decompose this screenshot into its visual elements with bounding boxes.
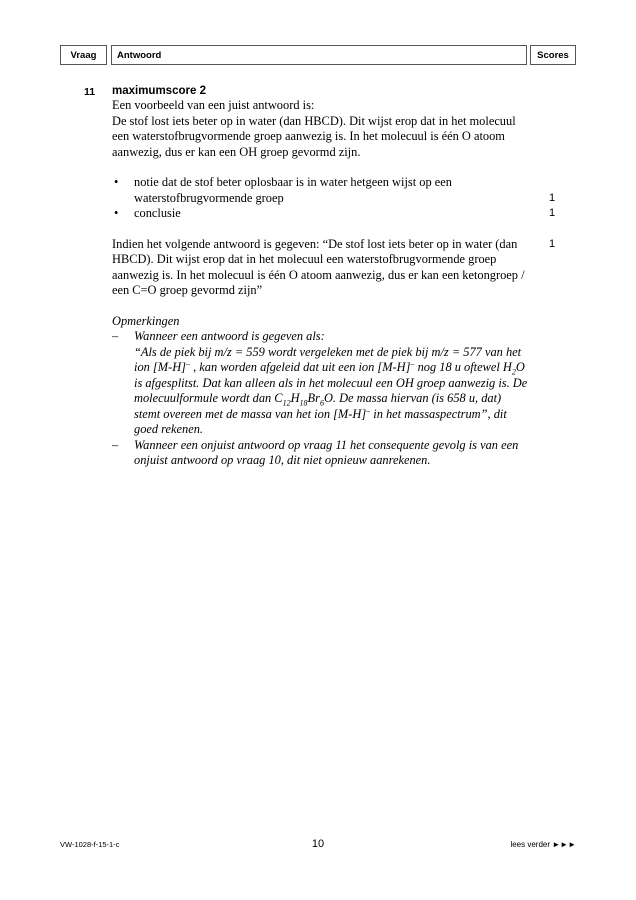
bullet-marker: • [114,206,119,220]
remark1-lead: Wanneer een antwoord is gegeven als: [134,329,325,343]
max-score-title: maximumscore 2 [112,85,206,97]
remark1-quote: “Als de piek bij m/z = 559 wordt vergeleken met de piek bij m/z = 577 van het ion [M-H]– , kan worden afgeleid dat uit een ion [M-H]– nog 18 u oftewel $H_2O$ is afgesplitst. Dat kan alleen als in het molecuul een OH groep aanwezig is. De molecuulformule wordt dan $C_{12}H_{18}Br_6O$. De massa hiervan (is 658 u, dat) stemt overeen met de massa van het ion [M-H]– in het massaspectrum”, dit goed rekenen. [134,344,528,436]
bullet-score: 1 [549,207,556,219]
bullet-text: notie dat de stof beter oplosbaar is in water hetgeen wijst op een waterstofbrugvormende groep [134,175,452,205]
bullet-text: conclusie [134,206,181,220]
remark-item [112,438,530,469]
answer-intro: Een voorbeeld van een juist antwoord is: [112,98,315,112]
bullet-item [112,175,556,206]
scoring-bullets [112,175,556,222]
question-number: 11 [84,86,96,98]
alt-answer-text: Indien het volgende antwoord is gegeven: “De stof lost iets beter op in water (dan HBCD). Dit wijst erop dat in het molecuul een waterstofbrugvormende groep aanwezig is. In het molecuul is één O atoom aanwezig, dus er kan een ketongroep / een C=O groep gevormd zijn” [112,236,525,297]
lees-verder-link: lees verder ►►► [510,840,576,849]
bullet-score: 1 [549,191,556,204]
answer-content [112,84,556,469]
table-header [60,45,576,67]
alt-answer-score: 1 [549,237,556,250]
alternative-answer [112,236,556,299]
remark2-text: Wanneer een onjuist antwoord op vraag 11 het consequente gevolg is van een onjuist antwoord op vraag 10, dit niet opnieuw aanrekenen. [134,437,519,467]
remarks-title: Opmerkingen [112,313,180,328]
document-code: VW-1028-f-15-1-c [60,840,120,849]
dash-marker: – [112,329,119,343]
header-antwoord: Antwoord [111,45,527,65]
remark-item [112,329,530,438]
answer-text: De stof lost iets beter op in water (dan HBCD). Dit wijst erop dat in het molecuul een waterstofbrugvormende groep aanwezig is. In het molecuul is één O atoom aanwezig, dus er kan een OH groep gevormd zijn. [112,113,516,159]
bullet-item [112,206,556,222]
header-vraag: Vraag [60,45,107,65]
page-footer [60,838,576,852]
page-number: 10 [311,838,325,850]
dash-marker: – [112,437,119,452]
header-scores: Scores [530,45,576,65]
bullet-marker: • [114,175,119,189]
